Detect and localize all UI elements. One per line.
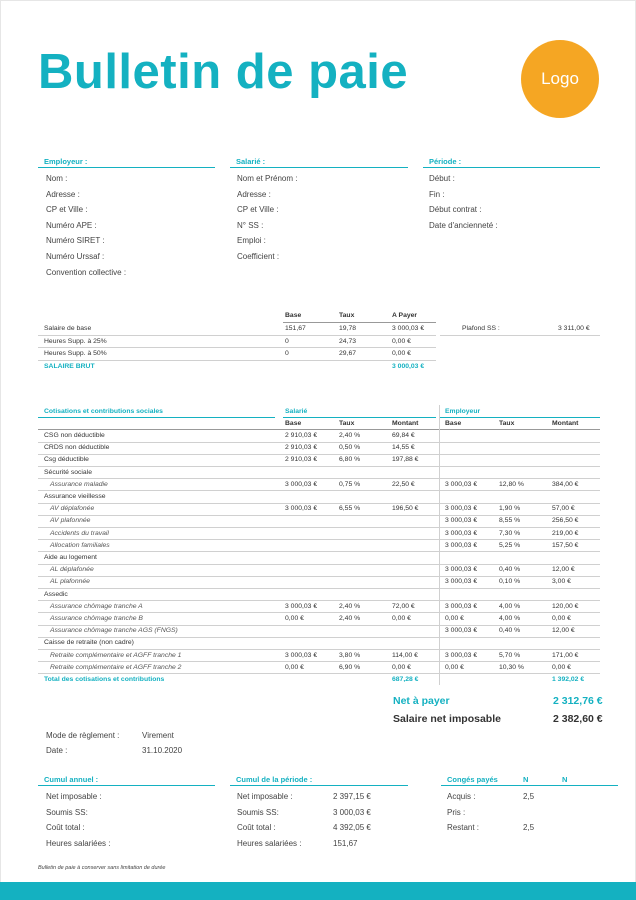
cotisation-row-eb: 0,00 € bbox=[445, 663, 464, 671]
cotisation-row-label: Assurance chômage tranche AGS (FNGS) bbox=[50, 627, 178, 635]
cotisation-row-rule bbox=[38, 515, 600, 516]
cotisation-row-rule bbox=[38, 588, 600, 589]
cotisation-row-em: 12,00 € bbox=[552, 566, 575, 574]
cotisation-row-label: Allocation familiales bbox=[50, 541, 110, 549]
periode-header: Période : bbox=[429, 157, 462, 166]
cotisation-row-sm: 22,50 € bbox=[392, 480, 415, 488]
cotisation-row-rule bbox=[38, 478, 600, 479]
cotisation-row-sb: 3 000,03 € bbox=[285, 651, 318, 659]
salaire-row-taux: 24,73 bbox=[339, 337, 357, 345]
logo-text: Logo bbox=[541, 69, 579, 88]
salaire-row-payer: 0,00 € bbox=[392, 337, 411, 345]
salaire-header-rule bbox=[283, 322, 436, 323]
cotisation-row-et: 0,10 % bbox=[499, 578, 521, 586]
cotisation-row-eb: 3 000,03 € bbox=[445, 627, 478, 635]
cotisation-row-st: 0,50 % bbox=[339, 444, 361, 452]
cotisation-row-em: 3,00 € bbox=[552, 578, 571, 586]
cotisation-row-sb: 3 000,03 € bbox=[285, 602, 318, 610]
salarie-field: Adresse : bbox=[237, 189, 271, 199]
cot-col-emontant: Montant bbox=[552, 420, 579, 427]
periode-field: Début : bbox=[429, 174, 455, 183]
cotisation-row-st: 3,80 % bbox=[339, 651, 361, 659]
cotisation-row-label: Retraite complémentaire et AGFF tranche 1 bbox=[50, 651, 182, 659]
salaire-row-base: 0 bbox=[285, 350, 289, 357]
cumul-annuel-field: Heures salariées : bbox=[46, 838, 111, 848]
cotisation-row-sm: 0,00 € bbox=[392, 615, 411, 622]
conges-header: Congés payés bbox=[447, 775, 498, 784]
cotisation-row-et: 5,70 % bbox=[499, 651, 521, 659]
mode-reglement-label: Mode de règlement : bbox=[46, 731, 120, 740]
cotisation-row-em: 57,00 € bbox=[552, 505, 575, 513]
cotisation-row-rule bbox=[38, 466, 600, 467]
conges-col-n2: N bbox=[562, 775, 568, 784]
footer-bar bbox=[0, 882, 636, 900]
salarie-field: Emploi : bbox=[237, 236, 266, 246]
cotisation-row-st: 0,75 % bbox=[339, 480, 361, 488]
cotisation-row-st: 2,40 % bbox=[339, 432, 361, 439]
cotisation-row-st: 2,40 % bbox=[339, 615, 361, 622]
cotisation-row-label: Retraite complémentaire et AGFF tranche 2 bbox=[50, 663, 182, 671]
cotisation-row-rule bbox=[38, 649, 600, 650]
salarie-rule bbox=[230, 167, 408, 168]
cot-col-ebase: Base bbox=[445, 420, 462, 427]
cotisation-row-label: Assurance maladie bbox=[50, 480, 108, 488]
cumul-annuel-rule bbox=[38, 785, 215, 786]
cotisation-row-em: 384,00 € bbox=[552, 480, 579, 488]
cotisation-row-label: Assurance chômage tranche A bbox=[50, 602, 143, 610]
cotisation-row-et: 1,90 % bbox=[499, 505, 521, 513]
salaire-row-base: 0 bbox=[285, 337, 289, 345]
conges-value: 2,5 bbox=[523, 823, 535, 832]
cotisation-row-et: 10,30 % bbox=[499, 663, 524, 671]
cumul-periode-label: Net imposable : bbox=[237, 792, 293, 801]
mode-reglement-value: Virement bbox=[142, 731, 174, 740]
cumul-periode-header: Cumul de la période : bbox=[236, 775, 313, 784]
cotisation-row-label: AV plafonnée bbox=[50, 517, 91, 525]
cotisation-row-eb: 3 000,03 € bbox=[445, 480, 478, 488]
cumul-annuel-field: Coût total : bbox=[46, 823, 85, 832]
cotisation-row-rule bbox=[38, 637, 600, 638]
date-value: 31.10.2020 bbox=[142, 746, 183, 755]
cotisation-row-rule bbox=[38, 442, 600, 443]
cotisation-row-rule bbox=[38, 490, 600, 491]
cotisation-row-et: 12,80 % bbox=[499, 480, 524, 488]
cotisation-row-eb: 3 000,03 € bbox=[445, 517, 478, 525]
logo bbox=[521, 40, 599, 118]
cot-total-label: Total des cotisations et contributions bbox=[44, 676, 165, 683]
salaire-row-label: Heures Supp. à 50% bbox=[44, 350, 107, 357]
employeur-field: Convention collective : bbox=[46, 267, 127, 277]
salaire-brut-label: SALAIRE BRUT bbox=[44, 363, 95, 370]
cotisation-row-sm: 114,00 € bbox=[392, 651, 418, 659]
cotisation-row-st: 6,55 % bbox=[339, 505, 361, 513]
cotisation-row-rule bbox=[38, 539, 600, 540]
cotisation-row-rule bbox=[38, 503, 600, 504]
cotisation-row-label: Accidents du travail bbox=[50, 529, 109, 537]
employeur-field: Nom : bbox=[46, 174, 68, 183]
cotisation-row-em: 0,00 € bbox=[552, 615, 571, 622]
cotisation-row-label: Assurance vieillesse bbox=[44, 493, 106, 500]
salarie-field: N° SS : bbox=[237, 220, 264, 230]
cotisation-row-rule bbox=[38, 564, 600, 565]
cotisation-row-eb: 3 000,03 € bbox=[445, 566, 478, 574]
cotisation-row-label: AL déplafonée bbox=[50, 566, 94, 574]
cotisation-row-label: AL plafonnée bbox=[50, 578, 90, 586]
cot-col-etaux: Taux bbox=[499, 420, 515, 427]
footer-note: Bulletin de paie à conserver sans limitation de durée bbox=[38, 865, 166, 871]
cotisation-row-eb: 3 000,03 € bbox=[445, 651, 478, 659]
salaire-row-payer: 0,00 € bbox=[392, 350, 411, 357]
cotisation-row-em: 0,00 € bbox=[552, 663, 571, 671]
cot-col-smontant: Montant bbox=[392, 420, 419, 427]
cotisation-row-eb: 3 000,03 € bbox=[445, 541, 478, 549]
cotisations-employeur-header: Employeur bbox=[445, 408, 481, 415]
employeur-field: Numéro SIRET : bbox=[46, 236, 105, 246]
salaire-row-payer: 3 000,03 € bbox=[392, 325, 425, 332]
net-imposable-label: Salaire net imposable bbox=[393, 713, 501, 725]
cotisation-row-rule bbox=[38, 576, 600, 577]
net-a-payer-label: Net à payer bbox=[393, 695, 450, 707]
cotisation-row-sb: 3 000,03 € bbox=[285, 505, 318, 513]
salaire-row-taux: 29,67 bbox=[339, 350, 357, 357]
cumul-periode-label: Coût total : bbox=[237, 823, 276, 832]
cotisation-row-label: Csg déductible bbox=[44, 456, 89, 464]
cotisation-row-em: 157,50 € bbox=[552, 541, 579, 549]
cotisation-row-et: 8,55 % bbox=[499, 517, 521, 525]
cot-total-employeur: 1 392,02 € bbox=[552, 676, 585, 683]
cotisation-row-em: 219,00 € bbox=[552, 529, 579, 537]
salaire-row-taux: 19,78 bbox=[339, 325, 357, 332]
salarie-field: Coefficient : bbox=[237, 252, 280, 261]
conges-label: Restant : bbox=[447, 823, 480, 832]
cotisation-row-et: 5,25 % bbox=[499, 541, 521, 549]
date-label: Date : bbox=[46, 746, 68, 755]
plafond-value: 3 311,00 € bbox=[558, 325, 590, 332]
cumul-annuel-header: Cumul annuel : bbox=[44, 775, 99, 784]
salarie-header: Salarié : bbox=[236, 157, 266, 166]
cotisation-row-st: 6,90 % bbox=[339, 663, 361, 671]
cotisation-row-eb: 3 000,03 € bbox=[445, 505, 478, 513]
salaire-row-label: Salaire de base bbox=[44, 325, 92, 332]
cotisation-row-st: 6,80 % bbox=[339, 456, 361, 464]
periode-rule bbox=[423, 167, 600, 168]
cotisation-row-et: 4,00 % bbox=[499, 615, 521, 622]
cot-header-rule bbox=[38, 429, 600, 430]
cumul-annuel-field: Soumis SS: bbox=[46, 807, 88, 817]
cotisation-row-label: CRDS non déductible bbox=[44, 444, 110, 452]
salaire-col-base: Base bbox=[285, 312, 302, 319]
employeur-field: CP et Ville : bbox=[46, 205, 88, 215]
cumul-periode-label: Heures salariées : bbox=[237, 838, 302, 848]
cotisation-row-et: 0,40 % bbox=[499, 627, 521, 635]
cumul-periode-value: 4 392,05 € bbox=[333, 823, 371, 832]
cotisation-row-em: 12,00 € bbox=[552, 627, 575, 635]
salarie-field: CP et Ville : bbox=[237, 205, 279, 215]
salaire-row-rule bbox=[38, 335, 436, 336]
conges-value: 2,5 bbox=[523, 792, 535, 801]
salaire-col-taux: Taux bbox=[339, 312, 355, 319]
plafond-label: Plafond SS : bbox=[462, 325, 500, 332]
cotisations-rule-mid bbox=[283, 417, 436, 418]
conges-rule bbox=[441, 785, 618, 786]
cotisation-row-st: 2,40 % bbox=[339, 602, 361, 610]
cotisations-rule-left bbox=[38, 417, 275, 418]
cotisation-row-eb: 3 000,03 € bbox=[445, 602, 478, 610]
cumul-periode-value: 151,67 bbox=[333, 838, 358, 848]
cotisation-row-et: 7,30 % bbox=[499, 529, 521, 537]
cotisation-row-sm: 197,88 € bbox=[392, 456, 419, 464]
periode-field: Date d'ancienneté : bbox=[429, 220, 498, 230]
salaire-row-rule bbox=[38, 360, 436, 361]
net-imposable-value: 2 382,60 € bbox=[553, 713, 603, 725]
employeur-field: Numéro Urssaf : bbox=[46, 252, 105, 261]
cotisations-rule-right bbox=[440, 417, 600, 418]
cotisation-row-label: Sécurité sociale bbox=[44, 468, 92, 476]
cotisation-row-rule bbox=[38, 551, 600, 552]
periode-field: Début contrat : bbox=[429, 205, 482, 215]
cotisation-row-label: Assurance chômage tranche B bbox=[50, 615, 143, 622]
cumul-periode-value: 3 000,03 € bbox=[333, 807, 371, 817]
cumul-periode-value: 2 397,15 € bbox=[333, 792, 371, 801]
cotisation-row-em: 256,50 € bbox=[552, 517, 579, 525]
cotisation-row-sb: 2 910,03 € bbox=[285, 444, 318, 452]
cotisation-row-et: 0,40 % bbox=[499, 566, 521, 574]
cotisation-row-label: Aide au logement bbox=[44, 554, 97, 561]
cotisation-row-sb: 3 000,03 € bbox=[285, 480, 318, 488]
cotisation-row-eb: 3 000,03 € bbox=[445, 529, 478, 537]
cotisation-row-sb: 0,00 € bbox=[285, 663, 304, 671]
cotisation-row-em: 171,00 € bbox=[552, 651, 579, 659]
cotisation-row-sm: 69,84 € bbox=[392, 432, 415, 439]
cotisation-row-rule bbox=[38, 625, 600, 626]
salaire-row-base: 151,67 bbox=[285, 325, 306, 332]
cotisation-row-et: 4,00 % bbox=[499, 602, 521, 610]
salaire-row-label: Heures Supp. à 25% bbox=[44, 337, 107, 345]
cot-total-salarie: 687,28 € bbox=[392, 676, 419, 683]
cotisation-row-sm: 196,50 € bbox=[392, 505, 419, 513]
employeur-rule bbox=[38, 167, 215, 168]
plafond-rule bbox=[440, 335, 600, 336]
net-a-payer-value: 2 312,76 € bbox=[553, 695, 603, 707]
salaire-brut-value: 3 000,03 € bbox=[392, 363, 425, 370]
cumul-periode-label: Soumis SS: bbox=[237, 807, 279, 817]
cotisation-row-rule bbox=[38, 527, 600, 528]
salaire-row-rule bbox=[38, 347, 436, 348]
cotisation-row-sb: 2 910,03 € bbox=[285, 432, 318, 439]
cumul-annuel-field: Net imposable : bbox=[46, 792, 102, 801]
periode-field: Fin : bbox=[429, 189, 445, 199]
cot-col-sbase: Base bbox=[285, 420, 302, 427]
conges-label: Acquis : bbox=[447, 792, 476, 801]
cot-col-staux: Taux bbox=[339, 420, 355, 427]
cotisation-row-sm: 0,00 € bbox=[392, 663, 411, 671]
salarie-field: Nom et Prénom : bbox=[237, 174, 298, 183]
cotisation-row-eb: 0,00 € bbox=[445, 615, 464, 622]
employeur-header: Employeur : bbox=[44, 157, 88, 166]
cotisation-row-rule bbox=[38, 612, 600, 613]
cotisation-row-label: AV déplafonée bbox=[50, 505, 95, 513]
salaire-col-payer: A Payer bbox=[392, 312, 418, 319]
employeur-field: Adresse : bbox=[46, 189, 80, 199]
cotisation-row-sm: 72,00 € bbox=[392, 602, 415, 610]
cotisation-row-label: CSG non déductible bbox=[44, 432, 105, 439]
cotisations-section-title: Cotisations et contributions sociales bbox=[44, 408, 163, 415]
cotisation-row-rule bbox=[38, 673, 600, 674]
cotisation-row-sb: 0,00 € bbox=[285, 615, 304, 622]
cotisation-row-rule bbox=[38, 454, 600, 455]
cotisation-row-label: Caisse de retraite (non cadre) bbox=[44, 639, 134, 647]
cotisation-row-rule bbox=[38, 661, 600, 662]
cotisation-row-em: 120,00 € bbox=[552, 602, 579, 610]
conges-label: Pris : bbox=[447, 807, 466, 817]
cot-divider bbox=[439, 405, 440, 685]
cotisation-row-rule bbox=[38, 600, 600, 601]
cumul-periode-rule bbox=[230, 785, 408, 786]
cotisations-salarie-header: Salarié bbox=[285, 408, 308, 415]
conges-col-n: N bbox=[523, 775, 529, 784]
employeur-field: Numéro APE : bbox=[46, 220, 97, 230]
cotisation-row-label: Assedic bbox=[44, 590, 68, 598]
cotisation-row-eb: 3 000,03 € bbox=[445, 578, 478, 586]
page-title: Bulletin de paie bbox=[38, 45, 409, 99]
cotisation-row-sb: 2 910,03 € bbox=[285, 456, 318, 464]
cotisation-row-sm: 14,55 € bbox=[392, 444, 415, 452]
